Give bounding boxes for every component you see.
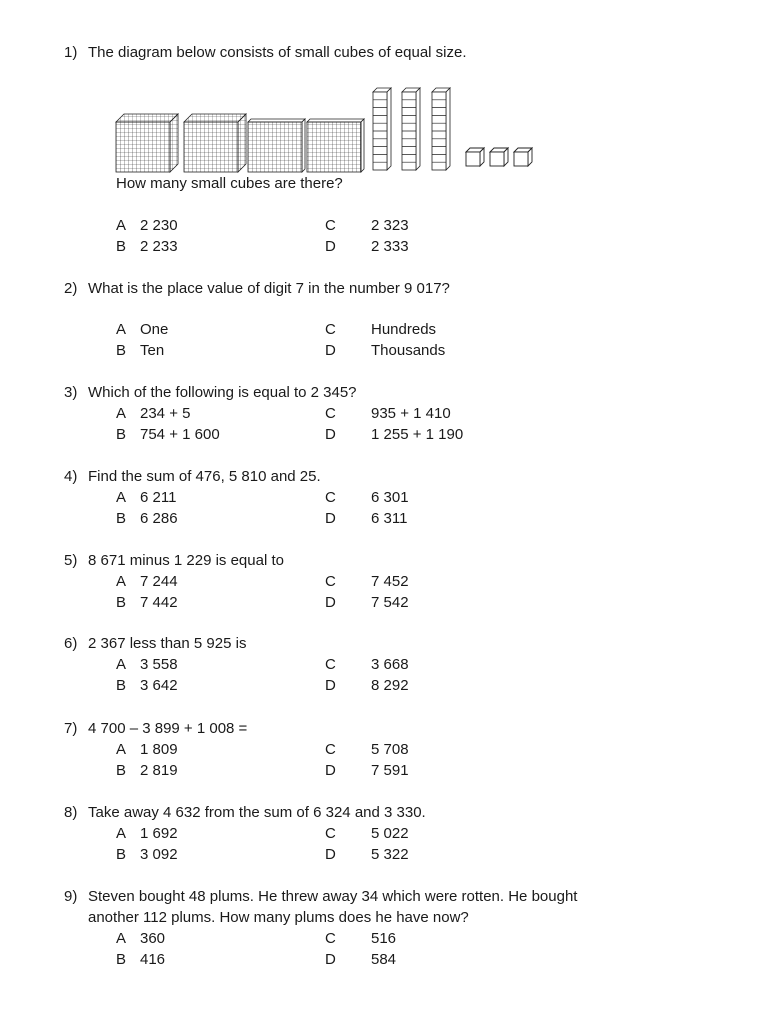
option-letter-a: A	[116, 825, 127, 842]
q2-option-d: Thousands	[371, 342, 446, 359]
ten-rod	[373, 88, 391, 170]
q9-option-d: 584	[371, 951, 397, 968]
option-letter-a: A	[116, 656, 127, 673]
question-7-number: 7)	[64, 720, 78, 737]
q4-option-c: 6 301	[371, 489, 409, 506]
option-letter-d: D	[325, 846, 336, 863]
q8-option-a: 1 692	[140, 825, 178, 842]
option-letter-d: D	[325, 762, 336, 779]
q2-option-b: Ten	[140, 342, 165, 359]
ten-rod	[402, 88, 420, 170]
option-letter-d: D	[325, 677, 336, 694]
q9-option-c: 516	[371, 930, 397, 947]
question-1-number: 1)	[64, 44, 78, 61]
q1-option-d: 2 333	[371, 238, 409, 255]
option-letter-c: C	[325, 825, 336, 842]
q3-option-a: 234 + 5	[140, 405, 191, 422]
q7-option-d: 7 591	[371, 762, 409, 779]
hundred-flat	[307, 119, 364, 172]
option-letter-a: A	[116, 321, 127, 338]
q4-option-b: 6 286	[140, 510, 178, 527]
thousand-block	[184, 114, 246, 172]
question-9-text-line-1: Steven bought 48 plums. He threw away 34 which were rotten. He bought	[88, 888, 578, 905]
q1-option-c: 2 323	[371, 217, 409, 234]
question-4-number: 4)	[64, 468, 78, 485]
q6-option-d: 8 292	[371, 677, 409, 694]
q6-option-b: 3 642	[140, 677, 178, 694]
option-letter-b: B	[116, 762, 127, 779]
q8-option-c: 5 022	[371, 825, 409, 842]
option-letter-b: B	[116, 846, 127, 863]
option-letter-a: A	[116, 930, 127, 947]
option-letter-b: B	[116, 342, 127, 359]
question-2-text: What is the place value of digit 7 in the number 9 017?	[88, 280, 450, 297]
option-letter-d: D	[325, 342, 336, 359]
q7-option-c: 5 708	[371, 741, 409, 758]
one-cube	[490, 148, 508, 166]
option-letter-c: C	[325, 405, 336, 422]
q9-option-a: 360	[140, 930, 166, 947]
q3-option-c: 935 + 1 410	[371, 405, 451, 422]
question-5-number: 5)	[64, 552, 78, 569]
q1-option-b: 2 233	[140, 238, 178, 255]
one-cube	[466, 148, 484, 166]
option-letter-c: C	[325, 217, 336, 234]
option-letter-b: B	[116, 677, 127, 694]
question-5-text: 8 671 minus 1 229 is equal to	[88, 552, 284, 569]
q9-option-b: 416	[140, 951, 166, 968]
option-letter-d: D	[325, 594, 336, 611]
option-letter-b: B	[116, 426, 127, 443]
q7-option-b: 2 819	[140, 762, 178, 779]
question-8-number: 8)	[64, 804, 78, 821]
q7-option-a: 1 809	[140, 741, 178, 758]
option-letter-c: C	[325, 321, 336, 338]
option-letter-a: A	[116, 217, 127, 234]
q5-option-d: 7 542	[371, 594, 409, 611]
question-7-text: 4 700 – 3 899 + 1 008 =	[88, 720, 248, 737]
question-6-text: 2 367 less than 5 925 is	[88, 635, 247, 652]
thousand-block	[116, 114, 178, 172]
question-2-number: 2)	[64, 280, 78, 297]
question-1-caption: How many small cubes are there?	[116, 175, 343, 192]
option-letter-c: C	[325, 573, 336, 590]
option-letter-a: A	[116, 405, 127, 422]
option-letter-b: B	[116, 951, 127, 968]
question-3-number: 3)	[64, 384, 78, 401]
q6-option-c: 3 668	[371, 656, 409, 673]
q5-option-c: 7 452	[371, 573, 409, 590]
option-letter-d: D	[325, 426, 336, 443]
q5-option-b: 7 442	[140, 594, 178, 611]
option-letter-d: D	[325, 510, 336, 527]
option-letter-a: A	[116, 741, 127, 758]
hundred-flat	[248, 119, 305, 172]
question-9-number: 9)	[64, 888, 78, 905]
option-letter-d: D	[325, 951, 336, 968]
q6-option-a: 3 558	[140, 656, 178, 673]
question-1-text: The diagram below consists of small cubes of equal size.	[88, 44, 467, 61]
option-letter-a: A	[116, 489, 127, 506]
q4-option-a: 6 211	[140, 489, 177, 506]
option-letter-c: C	[325, 930, 336, 947]
ten-rod	[432, 88, 450, 170]
option-letter-a: A	[116, 573, 127, 590]
option-letter-d: D	[325, 238, 336, 255]
option-letter-b: B	[116, 594, 127, 611]
q3-option-d: 1 255 + 1 190	[371, 426, 464, 443]
question-8-text: Take away 4 632 from the sum of 6 324 and 3 330.	[88, 804, 426, 821]
option-letter-b: B	[116, 510, 127, 527]
option-letter-c: C	[325, 489, 336, 506]
question-6-number: 6)	[64, 635, 78, 652]
q3-option-b: 754 + 1 600	[140, 426, 220, 443]
option-letter-b: B	[116, 238, 127, 255]
q8-option-b: 3 092	[140, 846, 178, 863]
q4-option-d: 6 311	[371, 510, 408, 527]
question-9-text-line-2: another 112 plums. How many plums does he have now?	[88, 909, 469, 926]
question-3-text: Which of the following is equal to 2 345?	[88, 384, 357, 401]
question-4-text: Find the sum of 476, 5 810 and 25.	[88, 468, 321, 485]
base-ten-blocks-diagram	[112, 84, 542, 174]
q2-option-a: One	[140, 321, 169, 338]
one-cube	[514, 148, 532, 166]
q5-option-a: 7 244	[140, 573, 178, 590]
q1-option-a: 2 230	[140, 217, 178, 234]
q2-option-c: Hundreds	[371, 321, 437, 338]
option-letter-c: C	[325, 656, 336, 673]
q8-option-d: 5 322	[371, 846, 409, 863]
option-letter-c: C	[325, 741, 336, 758]
